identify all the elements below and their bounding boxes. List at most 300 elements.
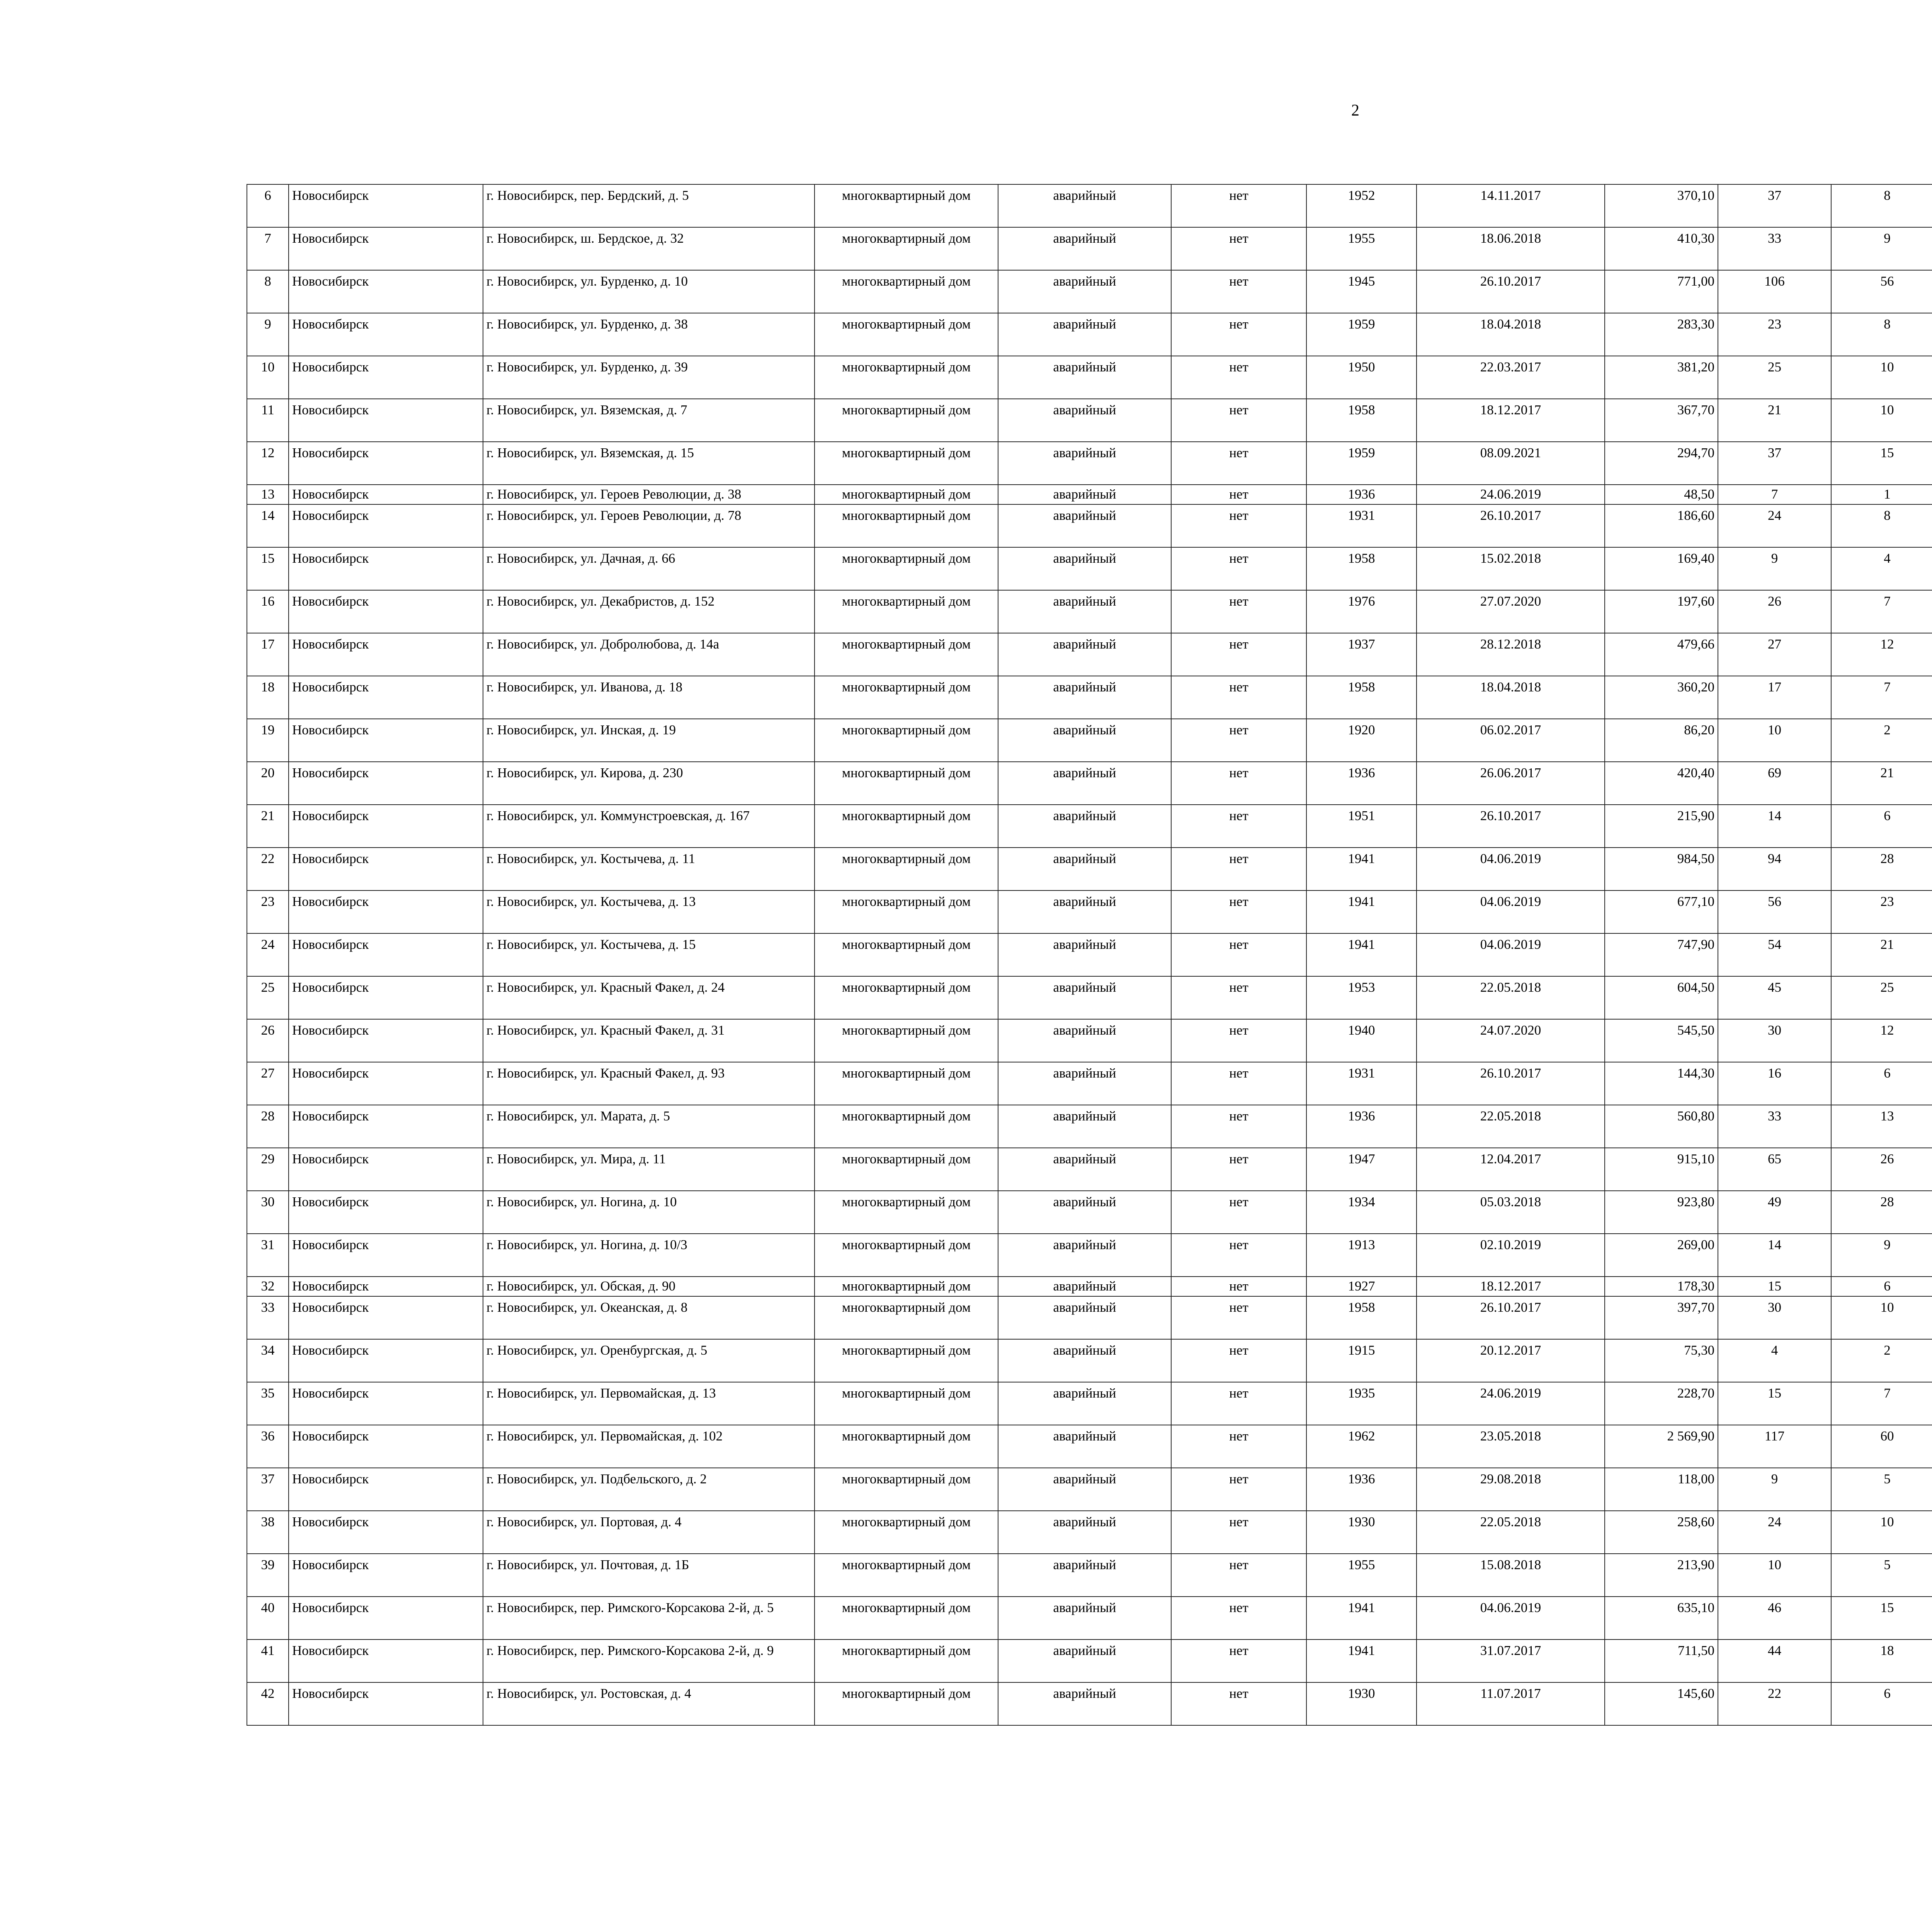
house-type-cell: многоквартирный дом — [815, 227, 998, 270]
total-area-cell: 923,80 — [1605, 1191, 1718, 1234]
address-cell: г. Новосибирск, ул. Добролюбова, д. 14а — [483, 633, 815, 676]
locality-cell: Новосибирск — [289, 762, 483, 805]
premises-count-cell: 21 — [1831, 933, 1932, 976]
construction-year-cell: 1962 — [1306, 1425, 1417, 1468]
recognition-date-cell: 20.12.2017 — [1417, 1339, 1605, 1382]
construction-year-cell: 1958 — [1306, 676, 1417, 719]
row-number: 13 — [247, 485, 289, 504]
construction-year-cell: 1936 — [1306, 1468, 1417, 1511]
cultural-heritage-cell: нет — [1171, 1682, 1306, 1725]
premises-count-cell: 2 — [1831, 719, 1932, 762]
table-row — [247, 1339, 1932, 1382]
house-type-cell: многоквартирный дом — [815, 1554, 998, 1597]
locality-cell: Новосибирск — [289, 1511, 483, 1554]
locality-cell: Новосибирск — [289, 805, 483, 848]
total-area-cell: 228,70 — [1605, 1382, 1718, 1425]
total-area-cell: 711,50 — [1605, 1639, 1718, 1682]
recognition-date-cell: 29.08.2018 — [1417, 1468, 1605, 1511]
cultural-heritage-cell: нет — [1171, 976, 1306, 1019]
residents-count-cell: 15 — [1718, 1382, 1831, 1425]
cultural-heritage-cell: нет — [1171, 719, 1306, 762]
locality-cell: Новосибирск — [289, 1382, 483, 1425]
row-number: 42 — [247, 1682, 289, 1725]
row-number: 24 — [247, 933, 289, 976]
construction-year-cell: 1936 — [1306, 1105, 1417, 1148]
table-row — [247, 590, 1932, 633]
house-type-cell: многоквартирный дом — [815, 1191, 998, 1234]
recognition-date-cell: 05.03.2018 — [1417, 1191, 1605, 1234]
condition-cell: аварийный — [998, 1339, 1171, 1382]
recognition-date-cell: 18.04.2018 — [1417, 313, 1605, 356]
locality-cell: Новосибирск — [289, 485, 483, 504]
address-cell: г. Новосибирск, ул. Подбельского, д. 2 — [483, 1468, 815, 1511]
row-number: 31 — [247, 1234, 289, 1277]
row-number: 30 — [247, 1191, 289, 1234]
locality-cell: Новосибирск — [289, 270, 483, 313]
premises-count-cell: 6 — [1831, 1062, 1932, 1105]
recognition-date-cell: 18.12.2017 — [1417, 1277, 1605, 1296]
locality-cell: Новосибирск — [289, 1597, 483, 1639]
cultural-heritage-cell: нет — [1171, 1339, 1306, 1382]
row-number: 29 — [247, 1148, 289, 1191]
table-row — [247, 547, 1932, 590]
address-cell: г. Новосибирск, пер. Бердский, д. 5 — [483, 184, 815, 227]
cultural-heritage-cell: нет — [1171, 1234, 1306, 1277]
table-row — [247, 313, 1932, 356]
total-area-cell: 747,90 — [1605, 933, 1718, 976]
table-row — [247, 184, 1932, 227]
row-number: 7 — [247, 227, 289, 270]
row-number: 12 — [247, 442, 289, 485]
cultural-heritage-cell: нет — [1171, 1062, 1306, 1105]
condition-cell: аварийный — [998, 633, 1171, 676]
construction-year-cell: 1958 — [1306, 399, 1417, 442]
row-number: 33 — [247, 1296, 289, 1339]
table-row — [247, 1597, 1932, 1639]
row-number: 6 — [247, 184, 289, 227]
house-type-cell: многоквартирный дом — [815, 1234, 998, 1277]
house-type-cell: многоквартирный дом — [815, 762, 998, 805]
condition-cell: аварийный — [998, 442, 1171, 485]
address-cell: г. Новосибирск, ул. Кирова, д. 230 — [483, 762, 815, 805]
cultural-heritage-cell: нет — [1171, 676, 1306, 719]
row-number: 40 — [247, 1597, 289, 1639]
locality-cell: Новосибирск — [289, 442, 483, 485]
condition-cell: аварийный — [998, 1511, 1171, 1554]
row-number: 14 — [247, 504, 289, 547]
table-row — [247, 1511, 1932, 1554]
residents-count-cell: 44 — [1718, 1639, 1831, 1682]
recognition-date-cell: 11.07.2017 — [1417, 1682, 1605, 1725]
condition-cell: аварийный — [998, 976, 1171, 1019]
construction-year-cell: 1959 — [1306, 313, 1417, 356]
address-cell: г. Новосибирск, ул. Мира, д. 11 — [483, 1148, 815, 1191]
condition-cell: аварийный — [998, 1277, 1171, 1296]
address-cell: г. Новосибирск, ул. Героев Революции, д. 78 — [483, 504, 815, 547]
table-row — [247, 805, 1932, 848]
recognition-date-cell: 04.06.2019 — [1417, 848, 1605, 890]
address-cell: г. Новосибирск, ул. Инская, д. 19 — [483, 719, 815, 762]
residents-count-cell: 14 — [1718, 1234, 1831, 1277]
recognition-date-cell: 28.12.2018 — [1417, 633, 1605, 676]
construction-year-cell: 1936 — [1306, 485, 1417, 504]
locality-cell: Новосибирск — [289, 590, 483, 633]
premises-count-cell: 28 — [1831, 1191, 1932, 1234]
locality-cell: Новосибирск — [289, 1105, 483, 1148]
recognition-date-cell: 26.10.2017 — [1417, 1062, 1605, 1105]
condition-cell: аварийный — [998, 1382, 1171, 1425]
table-row — [247, 270, 1932, 313]
construction-year-cell: 1941 — [1306, 1639, 1417, 1682]
table-row — [247, 356, 1932, 399]
table-row — [247, 399, 1932, 442]
cultural-heritage-cell: нет — [1171, 1382, 1306, 1425]
row-number: 35 — [247, 1382, 289, 1425]
total-area-cell: 294,70 — [1605, 442, 1718, 485]
total-area-cell: 169,40 — [1605, 547, 1718, 590]
total-area-cell: 984,50 — [1605, 848, 1718, 890]
construction-year-cell: 1955 — [1306, 227, 1417, 270]
total-area-cell: 771,00 — [1605, 270, 1718, 313]
construction-year-cell: 1940 — [1306, 1019, 1417, 1062]
address-cell: г. Новосибирск, ул. Костычева, д. 13 — [483, 890, 815, 933]
residents-count-cell: 106 — [1718, 270, 1831, 313]
premises-count-cell: 15 — [1831, 1597, 1932, 1639]
total-area-cell: 604,50 — [1605, 976, 1718, 1019]
address-cell: г. Новосибирск, ш. Бердское, д. 32 — [483, 227, 815, 270]
condition-cell: аварийный — [998, 1597, 1171, 1639]
house-type-cell: многоквартирный дом — [815, 890, 998, 933]
recognition-date-cell: 22.05.2018 — [1417, 1511, 1605, 1554]
table-row — [247, 719, 1932, 762]
condition-cell: аварийный — [998, 719, 1171, 762]
residents-count-cell: 25 — [1718, 356, 1831, 399]
row-number: 9 — [247, 313, 289, 356]
locality-cell: Новосибирск — [289, 547, 483, 590]
house-type-cell: многоквартирный дом — [815, 590, 998, 633]
recognition-date-cell: 15.02.2018 — [1417, 547, 1605, 590]
cultural-heritage-cell: нет — [1171, 1468, 1306, 1511]
locality-cell: Новосибирск — [289, 933, 483, 976]
recognition-date-cell: 18.06.2018 — [1417, 227, 1605, 270]
residents-count-cell: 33 — [1718, 1105, 1831, 1148]
cultural-heritage-cell: нет — [1171, 270, 1306, 313]
address-cell: г. Новосибирск, пер. Римского-Корсакова 2-й, д. 5 — [483, 1597, 815, 1639]
address-cell: г. Новосибирск, ул. Костычева, д. 11 — [483, 848, 815, 890]
total-area-cell: 145,60 — [1605, 1682, 1718, 1725]
address-cell: г. Новосибирск, ул. Оренбургская, д. 5 — [483, 1339, 815, 1382]
recognition-date-cell: 22.03.2017 — [1417, 356, 1605, 399]
address-cell: г. Новосибирск, ул. Иванова, д. 18 — [483, 676, 815, 719]
address-cell: г. Новосибирск, ул. Первомайская, д. 102 — [483, 1425, 815, 1468]
premises-count-cell: 28 — [1831, 848, 1932, 890]
construction-year-cell: 1941 — [1306, 1597, 1417, 1639]
condition-cell: аварийный — [998, 890, 1171, 933]
table-row — [247, 1682, 1932, 1725]
recognition-date-cell: 26.10.2017 — [1417, 1296, 1605, 1339]
cultural-heritage-cell: нет — [1171, 313, 1306, 356]
recognition-date-cell: 04.06.2019 — [1417, 890, 1605, 933]
address-cell: г. Новосибирск, ул. Океанская, д. 8 — [483, 1296, 815, 1339]
construction-year-cell: 1947 — [1306, 1148, 1417, 1191]
premises-count-cell: 6 — [1831, 805, 1932, 848]
premises-count-cell: 25 — [1831, 976, 1932, 1019]
house-type-cell: многоквартирный дом — [815, 633, 998, 676]
total-area-cell: 560,80 — [1605, 1105, 1718, 1148]
table-row — [247, 1639, 1932, 1682]
premises-count-cell: 26 — [1831, 1148, 1932, 1191]
premises-count-cell: 10 — [1831, 356, 1932, 399]
residents-count-cell: 14 — [1718, 805, 1831, 848]
recognition-date-cell: 18.12.2017 — [1417, 399, 1605, 442]
premises-count-cell: 8 — [1831, 504, 1932, 547]
construction-year-cell: 1958 — [1306, 1296, 1417, 1339]
recognition-date-cell: 12.04.2017 — [1417, 1148, 1605, 1191]
total-area-cell: 370,10 — [1605, 184, 1718, 227]
construction-year-cell: 1934 — [1306, 1191, 1417, 1234]
house-type-cell: многоквартирный дом — [815, 805, 998, 848]
premises-count-cell: 7 — [1831, 1382, 1932, 1425]
address-cell: г. Новосибирск, ул. Коммунстроевская, д. 167 — [483, 805, 815, 848]
cultural-heritage-cell: нет — [1171, 504, 1306, 547]
construction-year-cell: 1951 — [1306, 805, 1417, 848]
construction-year-cell: 1950 — [1306, 356, 1417, 399]
house-type-cell: многоквартирный дом — [815, 1296, 998, 1339]
locality-cell: Новосибирск — [289, 1191, 483, 1234]
address-cell: г. Новосибирск, ул. Вяземская, д. 7 — [483, 399, 815, 442]
premises-count-cell: 9 — [1831, 1234, 1932, 1277]
premises-count-cell: 23 — [1831, 890, 1932, 933]
construction-year-cell: 1952 — [1306, 184, 1417, 227]
recognition-date-cell: 14.11.2017 — [1417, 184, 1605, 227]
total-area-cell: 213,90 — [1605, 1554, 1718, 1597]
construction-year-cell: 1913 — [1306, 1234, 1417, 1277]
cultural-heritage-cell: нет — [1171, 1639, 1306, 1682]
house-type-cell: многоквартирный дом — [815, 1382, 998, 1425]
row-number: 27 — [247, 1062, 289, 1105]
cultural-heritage-cell: нет — [1171, 1105, 1306, 1148]
row-number: 39 — [247, 1554, 289, 1597]
locality-cell: Новосибирск — [289, 1062, 483, 1105]
residents-count-cell: 46 — [1718, 1597, 1831, 1639]
address-cell: г. Новосибирск, ул. Ногина, д. 10/3 — [483, 1234, 815, 1277]
cultural-heritage-cell: нет — [1171, 890, 1306, 933]
housing-registry-table — [247, 184, 1932, 1726]
total-area-cell: 410,30 — [1605, 227, 1718, 270]
residents-count-cell: 24 — [1718, 1511, 1831, 1554]
condition-cell: аварийный — [998, 356, 1171, 399]
construction-year-cell: 1920 — [1306, 719, 1417, 762]
locality-cell: Новосибирск — [289, 227, 483, 270]
construction-year-cell: 1936 — [1306, 762, 1417, 805]
total-area-cell: 381,20 — [1605, 356, 1718, 399]
premises-count-cell: 60 — [1831, 1425, 1932, 1468]
construction-year-cell: 1935 — [1306, 1382, 1417, 1425]
recognition-date-cell: 18.04.2018 — [1417, 676, 1605, 719]
address-cell: г. Новосибирск, ул. Обская, д. 90 — [483, 1277, 815, 1296]
residents-count-cell: 17 — [1718, 676, 1831, 719]
total-area-cell: 215,90 — [1605, 805, 1718, 848]
construction-year-cell: 1915 — [1306, 1339, 1417, 1382]
cultural-heritage-cell: нет — [1171, 547, 1306, 590]
residents-count-cell: 24 — [1718, 504, 1831, 547]
total-area-cell: 635,10 — [1605, 1597, 1718, 1639]
residents-count-cell: 9 — [1718, 1468, 1831, 1511]
address-cell: г. Новосибирск, ул. Дачная, д. 66 — [483, 547, 815, 590]
row-number: 36 — [247, 1425, 289, 1468]
row-number: 37 — [247, 1468, 289, 1511]
total-area-cell: 86,20 — [1605, 719, 1718, 762]
total-area-cell: 118,00 — [1605, 1468, 1718, 1511]
table-row — [247, 890, 1932, 933]
address-cell: г. Новосибирск, ул. Бурденко, д. 10 — [483, 270, 815, 313]
construction-year-cell: 1931 — [1306, 1062, 1417, 1105]
construction-year-cell: 1959 — [1306, 442, 1417, 485]
row-number: 17 — [247, 633, 289, 676]
house-type-cell: многоквартирный дом — [815, 976, 998, 1019]
total-area-cell: 283,30 — [1605, 313, 1718, 356]
table-row — [247, 1554, 1932, 1597]
premises-count-cell: 56 — [1831, 270, 1932, 313]
locality-cell: Новосибирск — [289, 633, 483, 676]
construction-year-cell: 1937 — [1306, 633, 1417, 676]
recognition-date-cell: 04.06.2019 — [1417, 1597, 1605, 1639]
residents-count-cell: 65 — [1718, 1148, 1831, 1191]
residents-count-cell: 21 — [1718, 399, 1831, 442]
condition-cell: аварийный — [998, 1234, 1171, 1277]
table-row — [247, 1234, 1932, 1277]
locality-cell: Новосибирск — [289, 184, 483, 227]
table-row — [247, 485, 1932, 504]
condition-cell: аварийный — [998, 1062, 1171, 1105]
premises-count-cell: 18 — [1831, 1639, 1932, 1682]
premises-count-cell: 6 — [1831, 1682, 1932, 1725]
locality-cell: Новосибирск — [289, 1339, 483, 1382]
house-type-cell: многоквартирный дом — [815, 184, 998, 227]
row-number: 20 — [247, 762, 289, 805]
condition-cell: аварийный — [998, 1019, 1171, 1062]
residents-count-cell: 54 — [1718, 933, 1831, 976]
cultural-heritage-cell: нет — [1171, 399, 1306, 442]
table-row — [247, 1296, 1932, 1339]
house-type-cell: многоквартирный дом — [815, 1468, 998, 1511]
construction-year-cell: 1931 — [1306, 504, 1417, 547]
house-type-cell: многоквартирный дом — [815, 1277, 998, 1296]
house-type-cell: многоквартирный дом — [815, 547, 998, 590]
house-type-cell: многоквартирный дом — [815, 485, 998, 504]
row-number: 10 — [247, 356, 289, 399]
construction-year-cell: 1953 — [1306, 976, 1417, 1019]
construction-year-cell: 1976 — [1306, 590, 1417, 633]
residents-count-cell: 33 — [1718, 227, 1831, 270]
locality-cell: Новосибирск — [289, 1554, 483, 1597]
address-cell: г. Новосибирск, ул. Костычева, д. 15 — [483, 933, 815, 976]
cultural-heritage-cell: нет — [1171, 1277, 1306, 1296]
total-area-cell: 186,60 — [1605, 504, 1718, 547]
premises-count-cell: 9 — [1831, 227, 1932, 270]
premises-count-cell: 12 — [1831, 633, 1932, 676]
address-cell: г. Новосибирск, ул. Ростовская, д. 4 — [483, 1682, 815, 1725]
total-area-cell: 197,60 — [1605, 590, 1718, 633]
house-type-cell: многоквартирный дом — [815, 1597, 998, 1639]
row-number: 15 — [247, 547, 289, 590]
address-cell: г. Новосибирск, ул. Вяземская, д. 15 — [483, 442, 815, 485]
locality-cell: Новосибирск — [289, 1234, 483, 1277]
row-number: 8 — [247, 270, 289, 313]
condition-cell: аварийный — [998, 504, 1171, 547]
address-cell: г. Новосибирск, ул. Красный Факел, д. 93 — [483, 1062, 815, 1105]
recognition-date-cell: 04.06.2019 — [1417, 933, 1605, 976]
recognition-date-cell: 22.05.2018 — [1417, 976, 1605, 1019]
construction-year-cell: 1955 — [1306, 1554, 1417, 1597]
residents-count-cell: 16 — [1718, 1062, 1831, 1105]
condition-cell: аварийный — [998, 676, 1171, 719]
residents-count-cell: 4 — [1718, 1339, 1831, 1382]
condition-cell: аварийный — [998, 805, 1171, 848]
total-area-cell: 360,20 — [1605, 676, 1718, 719]
construction-year-cell: 1941 — [1306, 848, 1417, 890]
row-number: 32 — [247, 1277, 289, 1296]
recognition-date-cell: 26.10.2017 — [1417, 270, 1605, 313]
premises-count-cell: 4 — [1831, 547, 1932, 590]
locality-cell: Новосибирск — [289, 976, 483, 1019]
cultural-heritage-cell: нет — [1171, 356, 1306, 399]
table-row — [247, 933, 1932, 976]
premises-count-cell: 8 — [1831, 184, 1932, 227]
locality-cell: Новосибирск — [289, 848, 483, 890]
recognition-date-cell: 08.09.2021 — [1417, 442, 1605, 485]
row-number: 23 — [247, 890, 289, 933]
condition-cell: аварийный — [998, 933, 1171, 976]
address-cell: г. Новосибирск, ул. Героев Революции, д. 38 — [483, 485, 815, 504]
address-cell: г. Новосибирск, ул. Марата, д. 5 — [483, 1105, 815, 1148]
residents-count-cell: 10 — [1718, 1554, 1831, 1597]
total-area-cell: 367,70 — [1605, 399, 1718, 442]
house-type-cell: многоквартирный дом — [815, 1639, 998, 1682]
condition-cell: аварийный — [998, 399, 1171, 442]
house-type-cell: многоквартирный дом — [815, 933, 998, 976]
premises-count-cell: 10 — [1831, 1511, 1932, 1554]
locality-cell: Новосибирск — [289, 1148, 483, 1191]
condition-cell: аварийный — [998, 1554, 1171, 1597]
address-cell: г. Новосибирск, ул. Красный Факел, д. 24 — [483, 976, 815, 1019]
table-row — [247, 227, 1932, 270]
house-type-cell: многоквартирный дом — [815, 1019, 998, 1062]
table-row — [247, 1277, 1932, 1296]
premises-count-cell: 1 — [1831, 485, 1932, 504]
condition-cell: аварийный — [998, 485, 1171, 504]
table-row — [247, 676, 1932, 719]
locality-cell: Новосибирск — [289, 1682, 483, 1725]
premises-count-cell: 10 — [1831, 399, 1932, 442]
address-cell: г. Новосибирск, ул. Бурденко, д. 38 — [483, 313, 815, 356]
house-type-cell: многоквартирный дом — [815, 1339, 998, 1382]
premises-count-cell: 15 — [1831, 442, 1932, 485]
premises-count-cell: 13 — [1831, 1105, 1932, 1148]
address-cell: г. Новосибирск, пер. Римского-Корсакова 2-й, д. 9 — [483, 1639, 815, 1682]
premises-count-cell: 8 — [1831, 313, 1932, 356]
house-type-cell: многоквартирный дом — [815, 1511, 998, 1554]
house-type-cell: многоквартирный дом — [815, 1682, 998, 1725]
house-type-cell: многоквартирный дом — [815, 442, 998, 485]
cultural-heritage-cell: нет — [1171, 933, 1306, 976]
construction-year-cell: 1958 — [1306, 547, 1417, 590]
house-type-cell: многоквартирный дом — [815, 1425, 998, 1468]
total-area-cell: 48,50 — [1605, 485, 1718, 504]
premises-count-cell: 7 — [1831, 590, 1932, 633]
house-type-cell: многоквартирный дом — [815, 1148, 998, 1191]
address-cell: г. Новосибирск, ул. Красный Факел, д. 31 — [483, 1019, 815, 1062]
